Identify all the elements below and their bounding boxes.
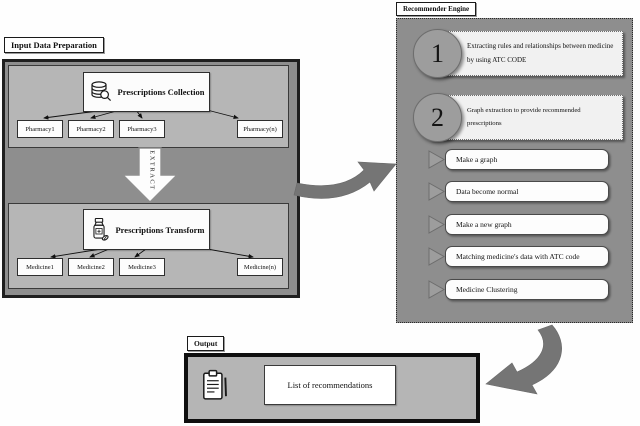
engine-item-1: Make a graph <box>445 149 609 170</box>
collection-title: Prescriptions Collection <box>117 87 205 97</box>
prescriptions-transform-node <box>83 209 210 250</box>
engine-step-1-text: Extracting rules and relationships between medicine by using ATC CODE <box>467 42 614 64</box>
bullet-triangle-icon <box>428 280 445 299</box>
input-section-label: Input Data Preparation <box>4 37 104 53</box>
pharmacy-node-n: Pharmacy(n) <box>237 120 283 138</box>
bullet-triangle-icon <box>428 182 445 201</box>
bullet-triangle-icon <box>428 215 445 234</box>
engine-item-3: Make a new graph <box>445 214 609 235</box>
transform-title: Prescriptions Transform <box>115 224 205 235</box>
pharmacy-node-3: Pharmacy3 <box>119 120 165 138</box>
engine-item-5: Medicine Clustering <box>445 279 609 300</box>
engine-to-output-arrow-icon <box>474 323 570 397</box>
extract-arrow <box>122 147 178 204</box>
engine-item-4: Matching medicine's data with ATC code <box>445 246 609 267</box>
medicine-node-n: Medicine(n) <box>237 258 283 276</box>
database-search-icon <box>89 80 113 104</box>
input-section-box <box>2 59 300 298</box>
medicine-bottle-icon <box>88 217 110 242</box>
bullet-triangle-icon <box>428 247 445 266</box>
engine-section-label: Recommender Engine <box>396 2 476 16</box>
transform-panel <box>8 203 289 289</box>
engine-section-box <box>396 18 633 323</box>
engine-step-2-number: 2 <box>413 93 462 142</box>
medicine-node-1: Medicine1 <box>17 258 63 276</box>
input-to-engine-arrow-icon <box>292 138 400 200</box>
pharmacy-node-1: Pharmacy1 <box>17 120 63 138</box>
output-result-box: List of recommendations <box>264 365 396 405</box>
engine-item-2: Data become normal <box>445 181 609 202</box>
medicine-node-2: Medicine2 <box>68 258 114 276</box>
engine-step-2-text: Graph extraction to provide recommended prescriptions <box>467 106 581 127</box>
prescriptions-collection-node <box>83 72 210 112</box>
collection-panel <box>8 65 289 148</box>
medicine-node-3: Medicine3 <box>119 258 165 276</box>
output-section-box <box>184 353 480 423</box>
bullet-triangle-icon <box>428 150 445 169</box>
output-section-label: Output <box>187 336 224 351</box>
engine-step-1-number: 1 <box>413 29 462 78</box>
pharmacy-node-2: Pharmacy2 <box>68 120 114 138</box>
clipboard-icon <box>200 369 230 401</box>
extract-arrow-label: EXTRACT <box>148 150 156 191</box>
